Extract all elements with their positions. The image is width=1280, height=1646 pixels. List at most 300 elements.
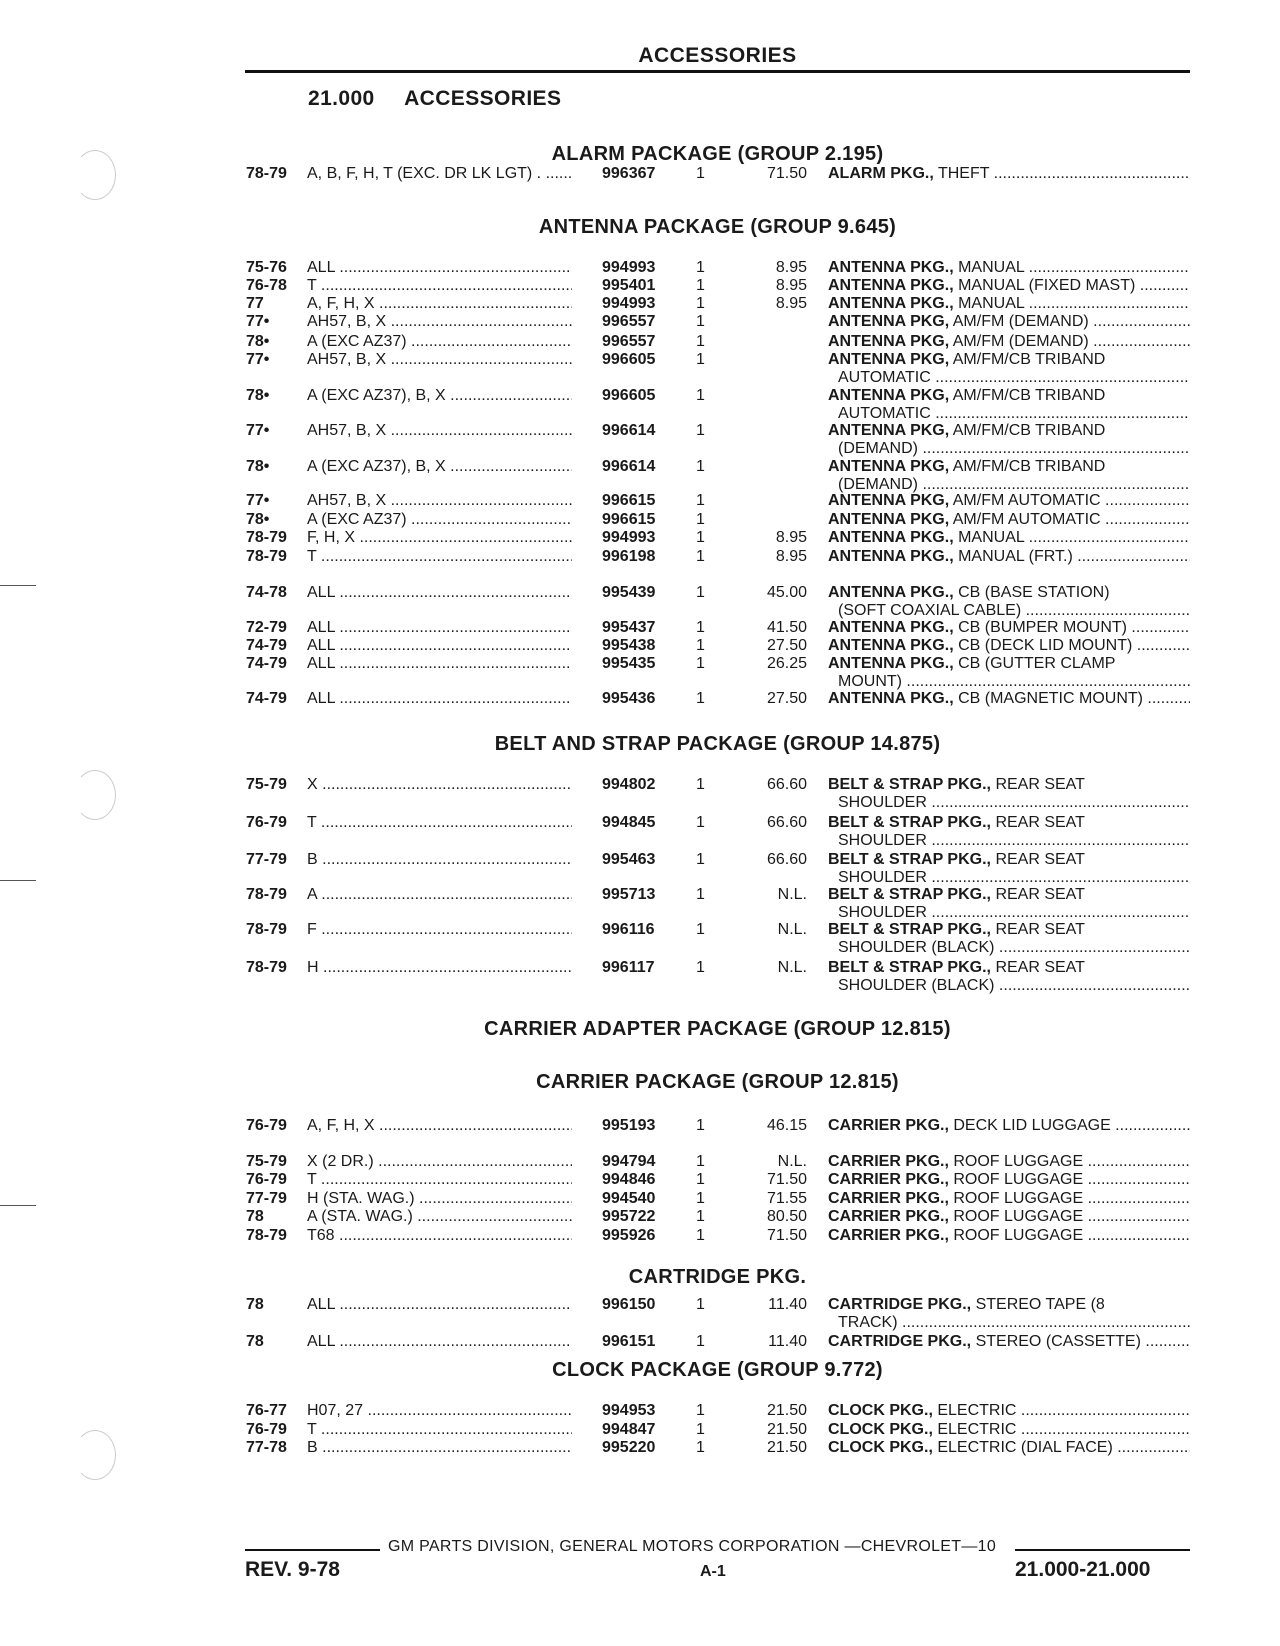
description-continuation bbox=[828, 673, 1190, 691]
quantity: 1 bbox=[696, 1421, 705, 1438]
model-year: 76-79 bbox=[246, 1117, 287, 1134]
applicability bbox=[307, 776, 572, 794]
applicability-text: T ..... bbox=[307, 1421, 572, 1438]
description-continuation bbox=[828, 939, 1190, 957]
list-price: 21.50 bbox=[766, 1421, 807, 1438]
part-number: 995401 bbox=[602, 277, 656, 294]
applicability-text: T ..... bbox=[307, 277, 572, 294]
list-price: 71.55 bbox=[766, 1190, 807, 1207]
model-year: 78-79 bbox=[246, 959, 287, 976]
description bbox=[828, 1153, 1190, 1171]
description-name: ANTENNA PKG, bbox=[828, 458, 950, 475]
model-year: 78-79 bbox=[246, 529, 287, 546]
model-year: 75-79 bbox=[246, 1153, 287, 1170]
section-title bbox=[308, 87, 561, 111]
description-detail: CB (GUTTER CLAMP bbox=[958, 655, 1116, 672]
quantity: 1 bbox=[696, 548, 705, 565]
description bbox=[828, 1439, 1190, 1457]
model-year: 76-78 bbox=[246, 277, 287, 294]
description-detail: STEREO TAPE (8 bbox=[975, 1296, 1105, 1313]
description-continuation bbox=[828, 602, 1190, 620]
applicability bbox=[307, 619, 572, 637]
running-header: ACCESSORIES bbox=[638, 44, 797, 67]
footer-publisher: GM PARTS DIVISION, GENERAL MOTORS CORPORATION —CHEVROLET—10 bbox=[388, 1538, 997, 1555]
description-detail: AM/FM AUTOMATIC bbox=[952, 492, 1101, 509]
description bbox=[828, 959, 1190, 995]
description bbox=[828, 529, 1190, 547]
description-name: CLOCK PKG., bbox=[828, 1421, 933, 1438]
description-line bbox=[828, 1333, 1190, 1351]
description-detail: DECK LID LUGGAGE bbox=[953, 1117, 1111, 1134]
quantity: 1 bbox=[696, 458, 705, 475]
quantity: 1 bbox=[696, 851, 705, 868]
part-number: 995436 bbox=[602, 690, 656, 707]
applicability-text: A, B, F, H, T (EXC. DR LK LGT) . ..... bbox=[307, 165, 572, 182]
part-number: 996198 bbox=[602, 548, 656, 565]
part-number: 996615 bbox=[602, 492, 656, 509]
description bbox=[828, 1421, 1190, 1439]
model-year: 74-78 bbox=[246, 584, 287, 601]
applicability bbox=[307, 422, 572, 440]
applicability-text: A (EXC AZ37), B, X ..... bbox=[307, 458, 572, 475]
description-detail: ROOF LUGGAGE bbox=[953, 1153, 1084, 1170]
part-number: 996615 bbox=[602, 511, 656, 528]
description-line bbox=[828, 1171, 1190, 1189]
part-number: 994802 bbox=[602, 776, 656, 793]
applicability-text: H ..... bbox=[307, 959, 572, 976]
description-continuation bbox=[828, 869, 1190, 887]
quantity: 1 bbox=[696, 1153, 705, 1170]
applicability bbox=[307, 1333, 572, 1351]
quantity: 1 bbox=[696, 511, 705, 528]
description-continuation bbox=[828, 369, 1190, 387]
model-year: 77 bbox=[246, 295, 264, 312]
description-name: BELT & STRAP PKG., bbox=[828, 959, 991, 976]
description bbox=[828, 1190, 1190, 1208]
description bbox=[828, 1227, 1190, 1245]
model-year: 78 bbox=[246, 1333, 264, 1350]
footer-page-number: A-1 bbox=[700, 1563, 726, 1580]
quantity: 1 bbox=[696, 886, 705, 903]
description-line bbox=[828, 351, 1190, 369]
description-detail-2: MOUNT) bbox=[838, 673, 902, 690]
part-number: 994953 bbox=[602, 1402, 656, 1419]
model-year: 77-79 bbox=[246, 851, 287, 868]
list-price: 66.60 bbox=[766, 814, 807, 831]
quantity: 1 bbox=[696, 529, 705, 546]
applicability-text: X (2 DR.) ..... bbox=[307, 1153, 572, 1170]
description bbox=[828, 511, 1190, 529]
description-name: ANTENNA PKG., bbox=[828, 277, 954, 294]
model-year: 76-79 bbox=[246, 814, 287, 831]
applicability bbox=[307, 1227, 572, 1245]
description-line bbox=[828, 422, 1190, 440]
description-detail: AM/FM (DEMAND) bbox=[952, 313, 1089, 330]
description-name: ANTENNA PKG, bbox=[828, 387, 950, 404]
quantity: 1 bbox=[696, 333, 705, 350]
applicability bbox=[307, 886, 572, 904]
description-detail-2: SHOULDER bbox=[838, 832, 927, 849]
quantity: 1 bbox=[696, 1402, 705, 1419]
model-year: 78-79 bbox=[246, 1227, 287, 1244]
footer-group-range: 21.000-21.000 bbox=[1015, 1558, 1151, 1581]
description-detail: AM/FM/CB TRIBAND bbox=[952, 387, 1106, 404]
applicability-text: H (STA. WAG.) ..... bbox=[307, 1190, 572, 1207]
list-price: 21.50 bbox=[766, 1402, 807, 1419]
quantity: 1 bbox=[696, 422, 705, 439]
part-number: 996116 bbox=[602, 921, 655, 938]
model-year: 76-79 bbox=[246, 1171, 287, 1188]
model-year: 75-76 bbox=[246, 259, 287, 276]
description-name: ANTENNA PKG, bbox=[828, 351, 950, 368]
description bbox=[828, 458, 1190, 494]
description-detail: REAR SEAT bbox=[995, 921, 1085, 938]
list-price: N.L. bbox=[777, 1153, 807, 1170]
applicability-text: ALL ..... bbox=[307, 637, 572, 654]
description bbox=[828, 1402, 1190, 1420]
quantity: 1 bbox=[696, 776, 705, 793]
description-detail: CB (MAGNETIC MOUNT) bbox=[958, 690, 1143, 707]
description-detail: REAR SEAT bbox=[995, 814, 1085, 831]
applicability bbox=[307, 511, 572, 529]
applicability-text: ALL ..... bbox=[307, 584, 572, 601]
part-number: 994845 bbox=[602, 814, 656, 831]
description-name: CARRIER PKG., bbox=[828, 1227, 949, 1244]
description bbox=[828, 1333, 1190, 1351]
description bbox=[828, 584, 1190, 620]
description bbox=[828, 333, 1190, 351]
description-detail: MANUAL bbox=[958, 529, 1025, 546]
description-detail: ELECTRIC bbox=[937, 1421, 1017, 1438]
quantity: 1 bbox=[696, 655, 705, 672]
description-name: CARTRIDGE PKG., bbox=[828, 1296, 972, 1313]
applicability-text: ALL ..... bbox=[307, 1296, 572, 1313]
quantity: 1 bbox=[696, 959, 705, 976]
description-detail-2: SHOULDER bbox=[838, 794, 927, 811]
part-number: 996150 bbox=[602, 1296, 656, 1313]
description-line bbox=[828, 313, 1190, 331]
applicability bbox=[307, 1117, 572, 1135]
description-detail: CB (DECK LID MOUNT) bbox=[958, 637, 1133, 654]
description-name: ANTENNA PKG, bbox=[828, 333, 950, 350]
applicability-text: A (EXC AZ37), B, X ..... bbox=[307, 387, 572, 404]
part-number: 996605 bbox=[602, 387, 656, 404]
description-detail: REAR SEAT bbox=[995, 886, 1085, 903]
description-line bbox=[828, 295, 1190, 313]
description-line bbox=[828, 1153, 1190, 1171]
model-year: 78-79 bbox=[246, 165, 287, 182]
description-detail: AM/FM (DEMAND) bbox=[952, 333, 1089, 350]
applicability bbox=[307, 1421, 572, 1439]
model-year: 78• bbox=[246, 511, 270, 528]
description bbox=[828, 1296, 1190, 1332]
description-detail-2: AUTOMATIC bbox=[838, 369, 931, 386]
description bbox=[828, 814, 1190, 850]
list-price: N.L. bbox=[777, 959, 807, 976]
list-price: 46.15 bbox=[766, 1117, 807, 1134]
quantity: 1 bbox=[696, 1208, 705, 1225]
description-name: CARRIER PKG., bbox=[828, 1190, 949, 1207]
description-line bbox=[828, 1227, 1190, 1245]
description-name: ANTENNA PKG., bbox=[828, 655, 954, 672]
list-price: 8.95 bbox=[775, 259, 807, 276]
description-detail-2: SHOULDER (BLACK) bbox=[838, 939, 995, 956]
model-year: 78• bbox=[246, 333, 270, 350]
quantity: 1 bbox=[696, 584, 705, 601]
model-year: 74-79 bbox=[246, 690, 287, 707]
description-name: ANTENNA PKG., bbox=[828, 637, 954, 654]
description bbox=[828, 690, 1190, 708]
footer-rule-left bbox=[245, 1549, 380, 1551]
part-number: 995713 bbox=[602, 886, 656, 903]
applicability bbox=[307, 529, 572, 547]
description-line bbox=[828, 333, 1190, 351]
list-price: 8.95 bbox=[775, 529, 807, 546]
applicability bbox=[307, 277, 572, 295]
description bbox=[828, 1117, 1190, 1135]
applicability-text: A (STA. WAG.) ..... bbox=[307, 1208, 572, 1225]
description-continuation bbox=[828, 794, 1190, 812]
description-detail: MANUAL (FRT.) bbox=[958, 548, 1073, 565]
part-number: 995437 bbox=[602, 619, 656, 636]
description-detail: CB (BASE STATION) bbox=[958, 584, 1110, 601]
model-year: 78-79 bbox=[246, 886, 287, 903]
description-name: BELT & STRAP PKG., bbox=[828, 921, 991, 938]
list-price: 8.95 bbox=[775, 277, 807, 294]
description bbox=[828, 921, 1190, 957]
description-name: ALARM PKG., bbox=[828, 165, 934, 182]
description-name: BELT & STRAP PKG., bbox=[828, 851, 991, 868]
model-year: 77-79 bbox=[246, 1190, 287, 1207]
part-number: 995439 bbox=[602, 584, 656, 601]
description-line bbox=[828, 584, 1190, 602]
list-price: 27.50 bbox=[766, 690, 807, 707]
part-number: 995438 bbox=[602, 637, 656, 654]
list-price: N.L. bbox=[777, 886, 807, 903]
description bbox=[828, 655, 1190, 691]
description-detail: AM/FM AUTOMATIC bbox=[952, 511, 1101, 528]
description-detail-2: TRACK) bbox=[838, 1314, 898, 1331]
model-year: 74-79 bbox=[246, 637, 287, 654]
description-name: CARRIER PKG., bbox=[828, 1208, 949, 1225]
model-year: 77• bbox=[246, 313, 270, 330]
description-name: BELT & STRAP PKG., bbox=[828, 814, 991, 831]
applicability bbox=[307, 637, 572, 655]
description-detail: AM/FM/CB TRIBAND bbox=[952, 351, 1106, 368]
applicability-text: ALL ..... bbox=[307, 690, 572, 707]
description-line bbox=[828, 548, 1190, 566]
model-year: 77• bbox=[246, 492, 270, 509]
description-name: CARRIER PKG., bbox=[828, 1117, 949, 1134]
group-title: CARRIER PACKAGE (GROUP 12.815) bbox=[536, 1071, 899, 1093]
description-continuation bbox=[828, 440, 1190, 458]
applicability-text: X ..... bbox=[307, 776, 572, 793]
model-year: 78-79 bbox=[246, 548, 287, 565]
part-number: 996614 bbox=[602, 422, 656, 439]
quantity: 1 bbox=[696, 259, 705, 276]
quantity: 1 bbox=[696, 814, 705, 831]
description-detail: MANUAL bbox=[958, 259, 1025, 276]
model-year: 76-77 bbox=[246, 1402, 287, 1419]
description-line bbox=[828, 959, 1190, 977]
applicability-text: ALL ..... bbox=[307, 655, 572, 672]
description-name: ANTENNA PKG., bbox=[828, 295, 954, 312]
applicability bbox=[307, 655, 572, 673]
description-continuation bbox=[828, 405, 1190, 423]
part-number: 996367 bbox=[602, 165, 656, 182]
list-price: 71.50 bbox=[766, 1227, 807, 1244]
applicability bbox=[307, 1402, 572, 1420]
quantity: 1 bbox=[696, 313, 705, 330]
list-price: 26.25 bbox=[766, 655, 807, 672]
description-name: CARRIER PKG., bbox=[828, 1171, 949, 1188]
applicability bbox=[307, 1439, 572, 1457]
description-line bbox=[828, 776, 1190, 794]
description-name: ANTENNA PKG., bbox=[828, 529, 954, 546]
applicability bbox=[307, 333, 572, 351]
part-number: 996151 bbox=[602, 1333, 656, 1350]
applicability bbox=[307, 351, 572, 369]
applicability bbox=[307, 548, 572, 566]
model-year: 72-79 bbox=[246, 619, 287, 636]
list-price: 66.60 bbox=[766, 851, 807, 868]
description bbox=[828, 165, 1190, 183]
description-line bbox=[828, 619, 1190, 637]
group-title: CLOCK PACKAGE (GROUP 9.772) bbox=[552, 1359, 883, 1381]
description-line bbox=[828, 637, 1190, 655]
model-year: 78 bbox=[246, 1296, 264, 1313]
part-number: 996557 bbox=[602, 313, 656, 330]
description bbox=[828, 637, 1190, 655]
description-line bbox=[828, 1190, 1190, 1208]
model-year: 76-79 bbox=[246, 1421, 287, 1438]
applicability bbox=[307, 1171, 572, 1189]
part-number: 995463 bbox=[602, 851, 656, 868]
list-price: 8.95 bbox=[775, 295, 807, 312]
description-line bbox=[828, 1402, 1190, 1420]
applicability bbox=[307, 492, 572, 510]
description-continuation bbox=[828, 832, 1190, 850]
description-name: ANTENNA PKG, bbox=[828, 313, 950, 330]
applicability-text: T68 ..... bbox=[307, 1227, 572, 1244]
quantity: 1 bbox=[696, 1227, 705, 1244]
quantity: 1 bbox=[696, 1296, 705, 1313]
applicability-text: AH57, B, X ..... bbox=[307, 313, 572, 330]
description-line bbox=[828, 529, 1190, 547]
model-year: 77• bbox=[246, 351, 270, 368]
quantity: 1 bbox=[696, 1333, 705, 1350]
description-line bbox=[828, 1208, 1190, 1226]
description-continuation bbox=[828, 904, 1190, 922]
description-detail-2: (SOFT COAXIAL CABLE) bbox=[838, 602, 1022, 619]
applicability-text: AH57, B, X ..... bbox=[307, 422, 572, 439]
binder-hole bbox=[74, 770, 116, 820]
part-number: 995926 bbox=[602, 1227, 656, 1244]
description bbox=[828, 295, 1190, 313]
part-number: 996614 bbox=[602, 458, 656, 475]
description-continuation bbox=[828, 1314, 1190, 1332]
applicability bbox=[307, 165, 572, 183]
description-detail: ROOF LUGGAGE bbox=[953, 1208, 1084, 1225]
applicability-text: B ..... bbox=[307, 1439, 572, 1456]
description-line bbox=[828, 886, 1190, 904]
description-detail: REAR SEAT bbox=[995, 851, 1085, 868]
description-line bbox=[828, 690, 1190, 708]
applicability bbox=[307, 1208, 572, 1226]
description-line bbox=[828, 511, 1190, 529]
applicability-text: ALL ..... bbox=[307, 1333, 572, 1350]
part-number: 994794 bbox=[602, 1153, 656, 1170]
part-number: 994847 bbox=[602, 1421, 656, 1438]
description-detail-2: SHOULDER (BLACK) bbox=[838, 977, 995, 994]
quantity: 1 bbox=[696, 351, 705, 368]
edge-mark bbox=[0, 585, 36, 586]
list-price: 11.40 bbox=[768, 1296, 807, 1313]
description-name: CLOCK PKG., bbox=[828, 1439, 933, 1456]
description-name: ANTENNA PKG., bbox=[828, 690, 954, 707]
quantity: 1 bbox=[696, 1439, 705, 1456]
quantity: 1 bbox=[696, 165, 705, 182]
description-line bbox=[828, 387, 1190, 405]
description bbox=[828, 886, 1190, 922]
quantity: 1 bbox=[696, 921, 705, 938]
model-year: 74-79 bbox=[246, 655, 287, 672]
applicability bbox=[307, 814, 572, 832]
applicability-text: T ..... bbox=[307, 1171, 572, 1188]
description-name: CARTRIDGE PKG., bbox=[828, 1333, 972, 1350]
applicability-text: T ..... bbox=[307, 548, 572, 565]
description bbox=[828, 351, 1190, 387]
description-line bbox=[828, 458, 1190, 476]
list-price: N.L. bbox=[777, 921, 807, 938]
description-name: ANTENNA PKG., bbox=[828, 259, 954, 276]
description-detail: AM/FM/CB TRIBAND bbox=[952, 458, 1106, 475]
quantity: 1 bbox=[696, 690, 705, 707]
description-line bbox=[828, 277, 1190, 295]
applicability bbox=[307, 1296, 572, 1314]
part-number: 995193 bbox=[602, 1117, 656, 1134]
list-price: 71.50 bbox=[766, 1171, 807, 1188]
description bbox=[828, 387, 1190, 423]
description-line bbox=[828, 1296, 1190, 1314]
quantity: 1 bbox=[696, 1190, 705, 1207]
part-number: 994993 bbox=[602, 259, 656, 276]
description-detail: AM/FM/CB TRIBAND bbox=[952, 422, 1106, 439]
quantity: 1 bbox=[696, 637, 705, 654]
model-year: 77• bbox=[246, 422, 270, 439]
model-year: 78• bbox=[246, 458, 270, 475]
model-year: 78• bbox=[246, 387, 270, 404]
applicability-text: AH57, B, X ..... bbox=[307, 492, 572, 509]
part-number: 995435 bbox=[602, 655, 656, 672]
description-detail: CB (BUMPER MOUNT) bbox=[958, 619, 1127, 636]
description bbox=[828, 277, 1190, 295]
description bbox=[828, 776, 1190, 812]
description-line bbox=[828, 1117, 1190, 1135]
description-detail: ROOF LUGGAGE bbox=[953, 1190, 1084, 1207]
applicability-text: F, H, X ..... bbox=[307, 529, 572, 546]
description bbox=[828, 259, 1190, 277]
group-title: ANTENNA PACKAGE (GROUP 9.645) bbox=[538, 216, 897, 238]
quantity: 1 bbox=[696, 1171, 705, 1188]
footer-rule-right bbox=[1015, 1549, 1190, 1551]
applicability bbox=[307, 387, 572, 405]
description-detail: MANUAL (FIXED MAST) bbox=[958, 277, 1136, 294]
part-number: 995722 bbox=[602, 1208, 656, 1225]
applicability bbox=[307, 313, 572, 331]
part-number: 994993 bbox=[602, 295, 656, 312]
description-detail: ROOF LUGGAGE bbox=[953, 1171, 1084, 1188]
